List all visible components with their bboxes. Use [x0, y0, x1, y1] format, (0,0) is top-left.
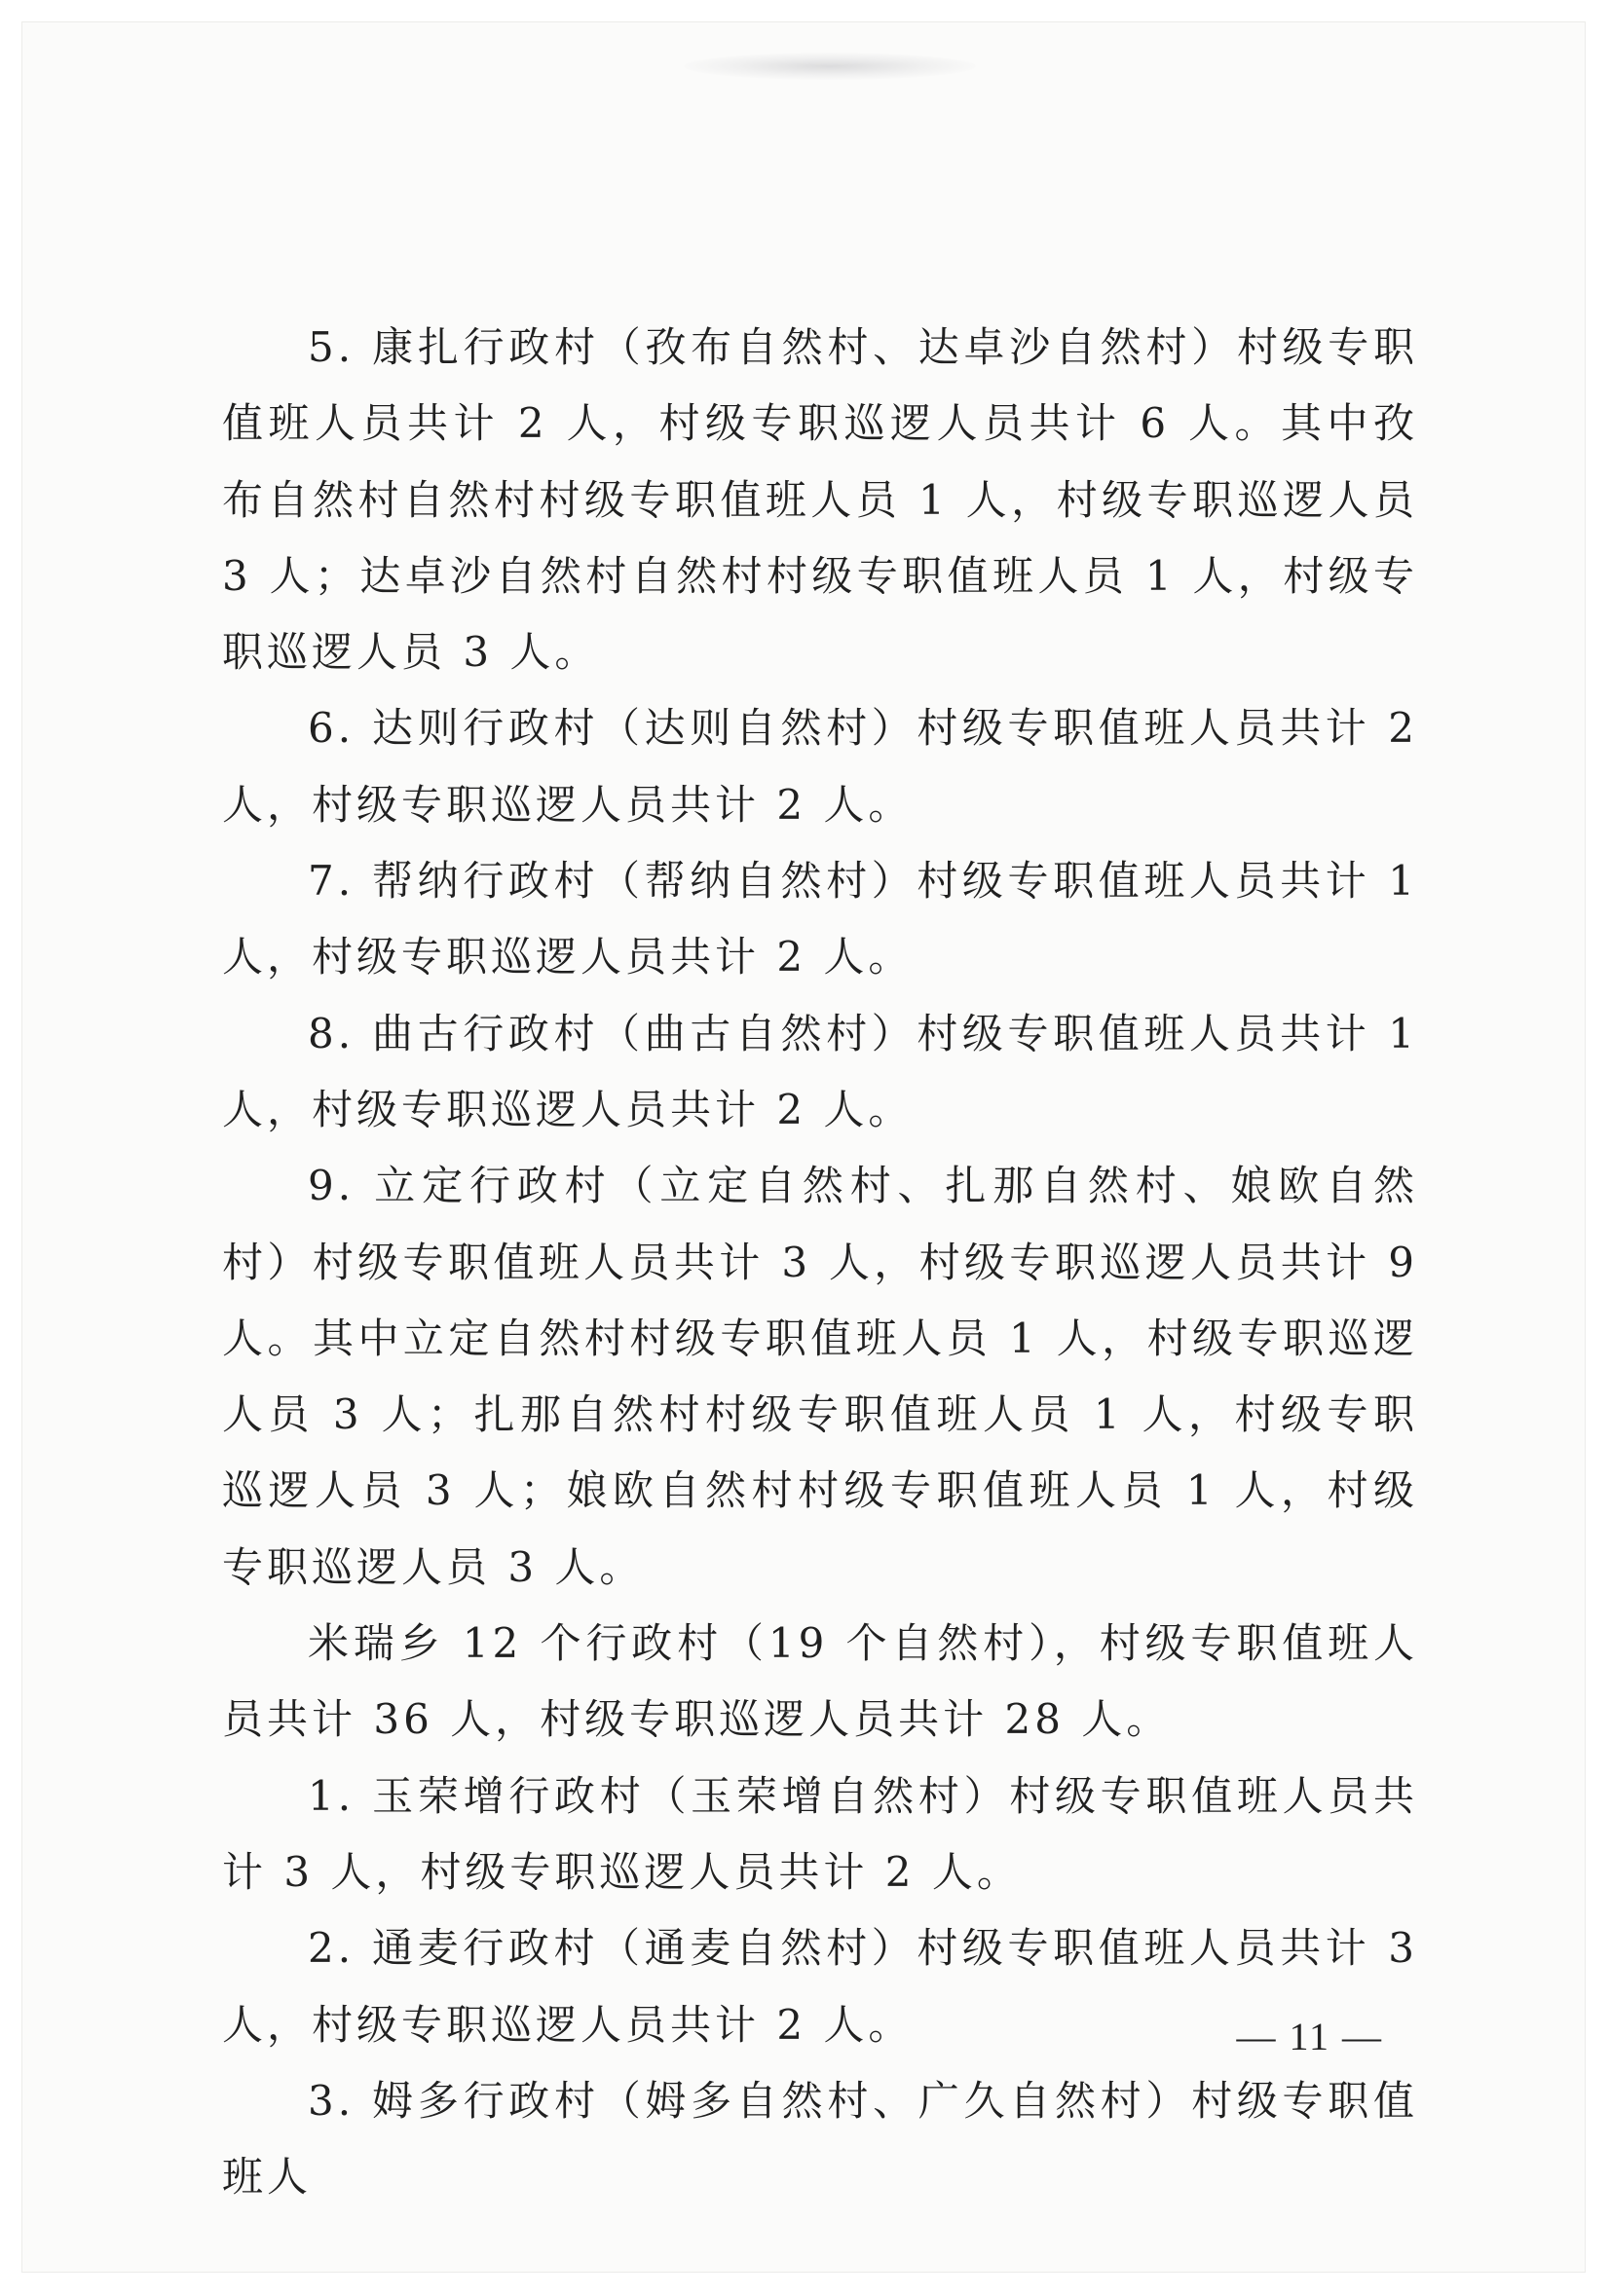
paragraph-yurongzeng-village: 1. 玉荣增行政村（玉荣增自然村）村级专职值班人员共计 3 人，村级专职巡逻人员共计 2 人。: [222, 1771, 1418, 1896]
paragraph-tongmai-village: 2. 通麦行政村（通麦自然村）村级专职值班人员共计 3 人，村级专职巡逻人员共计 2 人。: [222, 1924, 1418, 2049]
document-body: [222, 310, 1418, 2215]
paragraph-mirui-township-summary: 米瑞乡 12 个行政村（19 个自然村），村级专职值班人员共计 36 人，村级专职巡逻人员共计 28 人。: [222, 1619, 1418, 1744]
paragraph-daze-village: 6. 达则行政村（达则自然村）村级专职值班人员共计 2 人，村级专职巡逻人员共计 2 人。: [222, 704, 1418, 829]
page-number: — 11 —: [1236, 2015, 1383, 2058]
paragraph-kangzha-village: 5. 康扎行政村（孜布自然村、达卓沙自然村）村级专职值班人员共计 2 人，村级专职巡逻人员共计 6 人。其中孜布自然村自然村村级专职值班人员 1 人，村级专职巡逻人员 3 人；达卓沙自然村自然村村级专职值班人员 1 人，村级专职巡逻人员 3 人。: [222, 323, 1418, 677]
paragraph-muduo-village: 3. 姆多行政村（姆多自然村、广久自然村）村级专职值班人: [222, 2076, 1418, 2202]
paragraph-qugu-village: 8. 曲古行政村（曲古自然村）村级专职值班人员共计 1 人，村级专职巡逻人员共计 2 人。: [222, 1009, 1418, 1133]
paragraph-bangna-village: 7. 帮纳行政村（帮纳自然村）村级专职值班人员共计 1 人，村级专职巡逻人员共计 2 人。: [222, 857, 1418, 981]
paragraph-liding-village: 9. 立定行政村（立定自然村、扎那自然村、娘欧自然村）村级专职值班人员共计 3 人，村级专职巡逻人员共计 9 人。其中立定自然村村级专职值班人员 1 人，村级专职巡逻人员 3 人；扎那自然村村级专职值班人员 1 人，村级专职巡逻人员 3 人；娘欧自然村村级专职值班人员 1 人，村级专职巡逻人员 3 人。: [222, 1162, 1418, 1591]
scan-smudge: [684, 53, 976, 80]
